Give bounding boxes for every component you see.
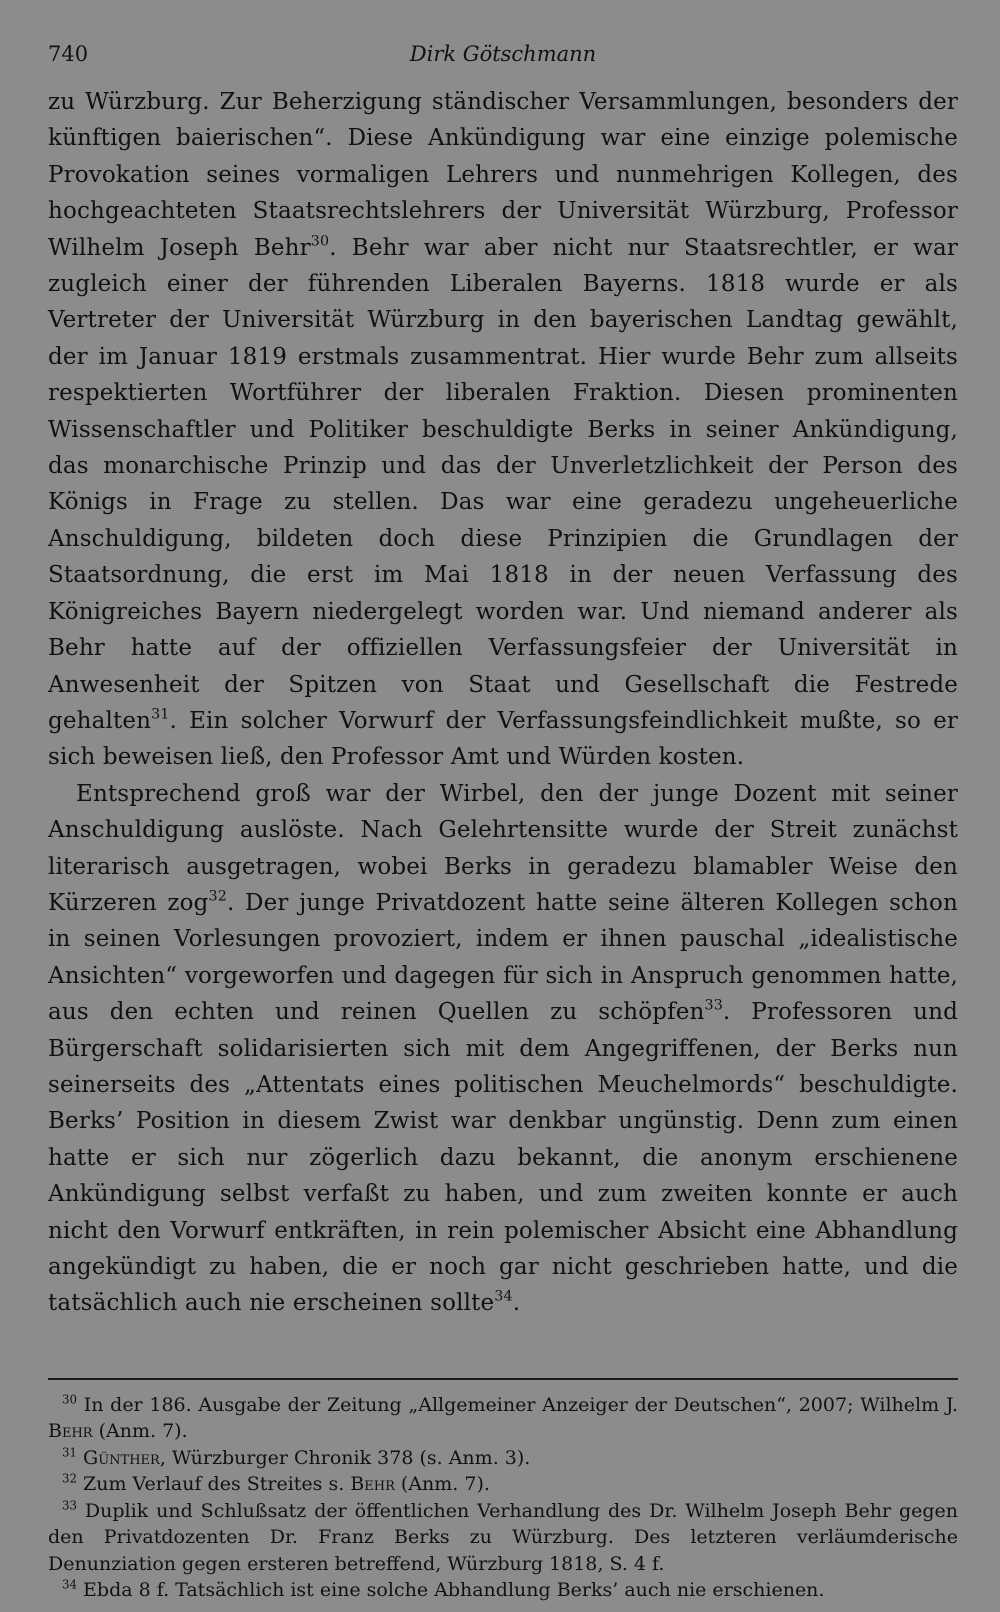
- paragraph: [48, 776, 958, 1322]
- footnote-number: 34: [62, 1577, 77, 1592]
- footnote-text: , Würzburger Chronik 378 (s. Anm. 3).: [159, 1446, 531, 1469]
- footnote-ref: 30: [310, 233, 330, 250]
- text-run: . Der junge Privatdozent hatte seine älteren Kollegen schon in seinen Vorlesungen provoziert, indem er ihnen pauschal „idealistische Ansichten“ vorgeworfen und dagegen für sich in Anspruch genommen hatte, aus den echten und reinen Quellen zu schöpfen: [48, 889, 958, 1026]
- footnote-text: (Anm. 7).: [92, 1420, 188, 1443]
- footnote-text: In der 186. Ausgabe der Zeitung „Allgemeiner Anzeiger der Deutschen“, 2007; Wilhelm J.: [83, 1393, 958, 1416]
- text-run: .: [512, 1290, 521, 1317]
- footnote-text: Ebda 8 f. Tatsächlich ist eine solche Abhandlung Berks’ auch nie erschienen.: [83, 1579, 825, 1602]
- footnote-ref: 33: [704, 997, 723, 1014]
- running-head-author: Dirk Götschmann: [409, 42, 597, 66]
- footnote-number: 32: [62, 1471, 77, 1486]
- footnote-ref: 32: [208, 888, 227, 905]
- footnote-30: [48, 1392, 958, 1445]
- text-run: . Behr war aber nicht nur Staatsrechtler, er war zugleich einer der führenden Liberalen Bayerns. 1818 wurde er als Vertreter der Universität Würzburg in den bayerischen Landtag gewählt, der im Januar 1819 erstmals zusammentrat. Hier wurde Behr zum allseits respektierten Wortführer der liberalen Fraktion. Diesen prominenten Wissenschaftler und Politiker beschuldigte Berks in seiner Ankündigung, das monarchische Prinzip und das der Unverletzlichkeit der Person des Königs in Frage zu stellen. Das war eine geradezu ungeheuerliche Anschuldigung, bildeten doch diese Prinzipien die Grundlagen der Staatsordnung, die erst im Mai 1818 in der neuen Verfassung des Königreiches Bayern niedergelegt worden war. Und niemand anderer als Behr hatte auf der offiziellen Verfassungsfeier der Universität in Anwesenheit der Spitzen von Staat und Gesellschaft die Festrede gehalten: [48, 234, 958, 734]
- author-name: Behr: [350, 1473, 395, 1496]
- footnote-text: (Anm. 7).: [394, 1473, 490, 1496]
- footnote-34: [48, 1577, 958, 1604]
- page-number: 740: [48, 42, 89, 66]
- text-run: . Professoren und Bürgerschaft solidarisierten sich mit dem Angegriffenen, der Berks nun seinerseits des „Attentats eines politischen Meuchelmords“ beschuldigte. Berks’ Position in diesem Zwist war denkbar ungünstig. Denn zum einen hatte er sich nur zögerlich dazu bekannt, die anonym erschienene Ankündigung selbst verfaßt zu haben, und zum zweiten konnte er auch nicht den Vorwurf entkräften, in rein polemischer Absicht eine Abhandlung angekündigt zu haben, die er noch gar nicht geschrieben hatte, und die tatsächlich auch nie erscheinen sollte: [48, 999, 958, 1317]
- footnotes: [48, 1392, 958, 1604]
- text-run: zu Würzburg. Zur Beherzigung ständischer Versammlungen, besonders der künftigen baierischen“. Diese Ankündigung war eine einzige polemische Provokation seines vormaligen Lehrers und nunmehrigen Kollegen, des hochgeachteten Staatsrechtslehrers der Universität Würzburg, Professor Wilhelm Joseph Behr: [48, 89, 958, 261]
- footnote-32: [48, 1471, 958, 1498]
- text-run: . Ein solcher Vorwurf der Verfassungsfeindlichkeit mußte, so er sich beweisen ließ, den Professor Amt und Würden kosten.: [48, 707, 958, 771]
- footnote-text: Zum Verlauf des Streites s.: [83, 1473, 351, 1496]
- author-name: Behr: [48, 1420, 93, 1443]
- footnote-number: 33: [62, 1498, 77, 1513]
- main-text: [48, 84, 958, 1322]
- footnote-33: [48, 1498, 958, 1578]
- footnote-text: Duplik und Schlußsatz der öffentlichen Verhandlung des Dr. Wilhelm Joseph Behr gegen den Privatdozenten Dr. Franz Berks zu Würzburg. Des letzteren verläumderische Denunziation gegen ersteren betreffend, Würzburg 1818, S. 4 f.: [48, 1499, 958, 1575]
- book-page: [48, 36, 958, 1602]
- footnote-separator: [48, 1378, 958, 1380]
- author-name: Günther: [83, 1446, 160, 1469]
- footnote-ref: 34: [494, 1289, 513, 1306]
- footnote-number: 31: [62, 1445, 77, 1460]
- footnote-ref: 31: [151, 706, 170, 723]
- paragraph: [48, 84, 958, 776]
- footnote-31: [48, 1445, 958, 1472]
- text-run: Entsprechend groß war der Wirbel, den der junge Dozent mit seiner Anschuldigung auslöste. Nach Gelehrtensitte wurde der Streit zunächst literarisch ausgetragen, wobei Berks in geradezu blamabler Weise den Kürzeren zog: [48, 780, 958, 916]
- running-head: [48, 36, 958, 72]
- footnote-number: 30: [62, 1392, 77, 1407]
